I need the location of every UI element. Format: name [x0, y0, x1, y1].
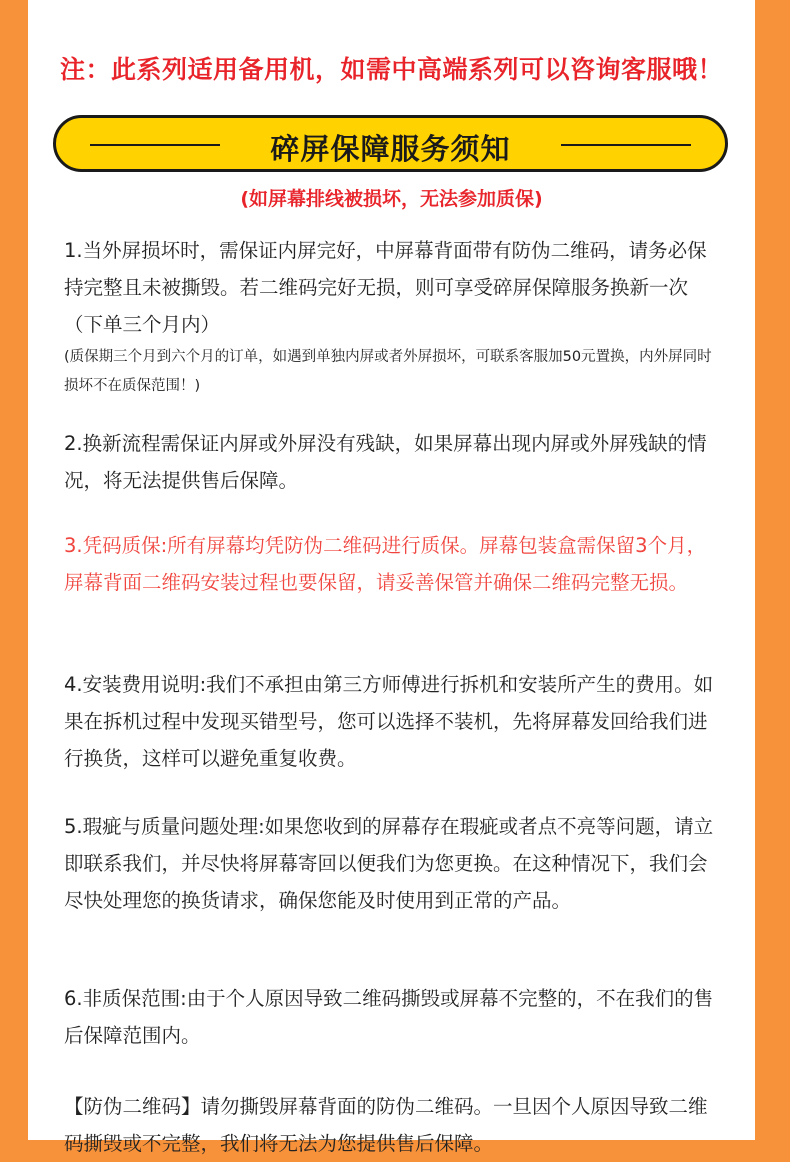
top-notice: 注：此系列适用备用机，如需中高端系列可以咨询客服哦！	[59, 55, 723, 84]
title-banner	[53, 115, 728, 172]
banner-title: 碎屏保障服务须知	[270, 132, 511, 166]
terms-item-5: 5.瑕疵与质量问题处理:如果您收到的屏幕存在瑕疵或者点不亮等问题，请立即联系我们，并尽快将屏幕寄回以便我们为您更换。在这种情况下，我们会尽快处理您的换货请求，确保您能及时使用到正常的产品。	[64, 815, 714, 912]
terms-item-3: 3.凭码质保:所有屏幕均凭防伪二维码进行质保。屏幕包装盒需保留3个月，屏幕背面二维码安装过程也要保留，请妥善保管并确保二维码完整无损。	[64, 534, 707, 594]
anti-counterfeit-note: 【防伪二维码】请勿撕毁屏幕背面的防伪二维码。一旦因个人原因导致二维码撕毁或不完整，我们将无法为您提供售后保障。	[64, 1095, 708, 1155]
banner-right-line	[561, 144, 691, 146]
notice-panel	[28, 0, 755, 1155]
terms-item-1	[64, 232, 724, 401]
terms-item-2: 2.换新流程需保证内屏或外屏没有残缺，如果屏幕出现内屏或外屏残缺的情况，将无法提供售后保障。	[64, 432, 707, 492]
terms-item-1-text: 1.当外屏损坏时，需保证内屏完好，中屏幕背面带有防伪二维码，请务必保持完整且未被撕毁。若二维码完好无损，则可享受碎屏保障服务换新一次（下单三个月内）	[64, 239, 707, 336]
terms-item-6: 6.非质保范围:由于个人原因导致二维码撕毁或屏幕不完整的，不在我们的售后保障范围内。	[64, 987, 714, 1047]
terms-item-1-note: (质保期三个月到六个月的订单，如遇到单独内屏或者外屏损坏，可联系客服加50元置换，内外屏同时损坏不在质保范围！)	[64, 349, 712, 394]
terms-item-4: 4.安装费用说明:我们不承担由第三方师傅进行拆机和安装所产生的费用。如果在拆机过程中发现买错型号，您可以选择不装机，先将屏幕发回给我们进行换货，这样可以避免重复收费。	[64, 673, 714, 770]
subnote: (如屏幕排线被损坏，无法参加质保)	[240, 188, 543, 210]
